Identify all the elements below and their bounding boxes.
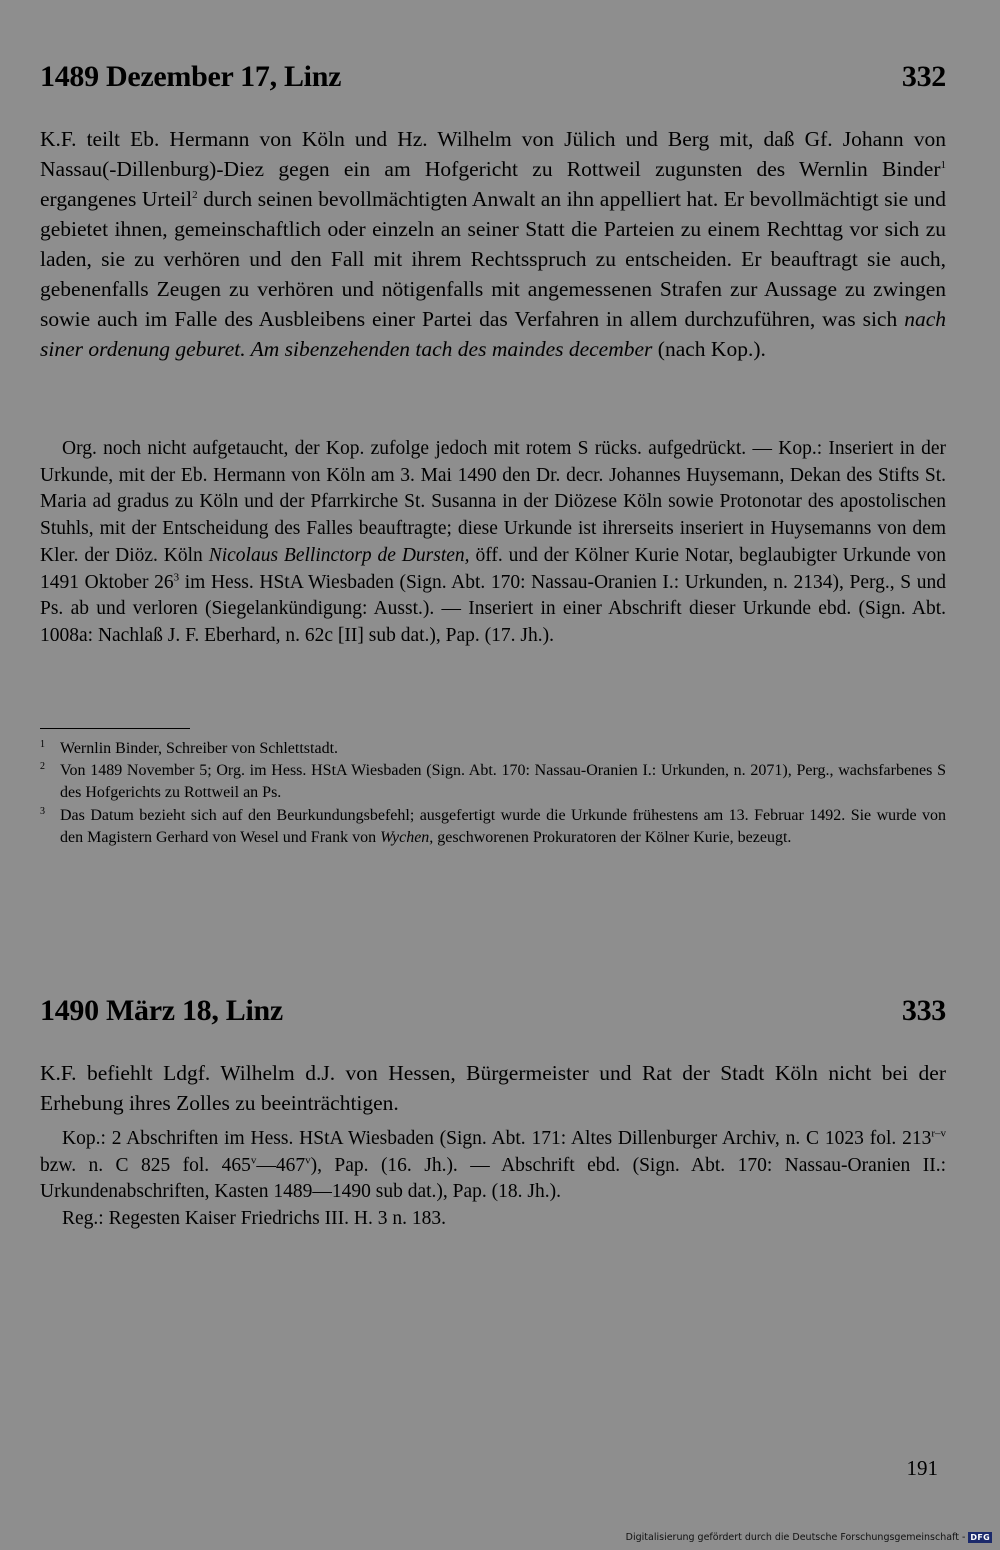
entry-333-copies: Kop.: 2 Abschriften im Hess. HStA Wiesbaden (Sign. Abt. 171: Altes Dillenburger Archiv, n. C 1023 fol. 213$^{r-v}$ bzw. n. C 825 fol. 465$^v$—467$^v$), Pap. (16. Jh.). — Abschrift ebd. (Sign. Abt. 170: Nassau-Oranien II.: Urkundenabschriften, Kasten 1489—1490 sub dat.), Pap. (18. Jh.).: [40, 1127, 946, 1203]
footnote-3: 3 Das Datum bezieht sich auf den Beurkundungsbefehl; ausgefertigt wurde die Urkunde frühestens am 13. Februar 1492. Sie wurde von den Magistern Gerhard von Wesel und Frank von Wychen, geschworenen Prokuratoren der Kölner Kurie, bezeugt.: [40, 805, 946, 846]
funding-text: Digitalisierung gefördert durch die Deutsche Forschungsgemeinschaft -: [625, 1532, 966, 1543]
funding-footer: [626, 1532, 992, 1543]
entry-333-number: 333: [901, 994, 946, 1027]
footnote-1: 1 Wernlin Binder, Schreiber von Schlettstadt.: [40, 739, 339, 757]
entry-332-regest: K.F. teilt Eb. Hermann von Köln und Hz. Wilhelm von Jülich und Berg mit, daß Gf. Johann von Nassau(-Dillenburg)-Diez gegen ein am Hofgericht zu Rottweil zugunsten des Wernlin Binder$^1$ ergangenes Urteil$^2$ durch seinen bevollmächtigten Anwalt an ihn appelliert hat. Er bevollmächtigt sie und gebietet ihnen, gemeinschaftlich oder einzeln an seiner Statt die Parteien zu einem Rechttag vor sich zu laden, sie zu verhören und den Fall mit ihrem Rechtsspruch zu entscheiden. Er beauftragt sie auch, gebenenfalls Zeugen zu verhören und nötigenfalls mit angemessenen Strafen zur Aussage zu zwingen sowie auch im Falle des Ausbleibens einer Partei das Verfahren in allem durchzuführen, was sich nach siner ordenung geburet. Am sibenzehenden tach des maindes december (nach Kop.).: [40, 127, 946, 361]
entry-332-date-place: 1489 Dezember 17, Linz: [40, 60, 342, 93]
dfg-logo: DFG: [970, 1533, 990, 1542]
entry-333-regest: K.F. befiehlt Ldgf. Wilhelm d.J. von Hessen, Bürgermeister und Rat der Stadt Köln nicht bei der Erhebung ihres Zolles zu beeinträchtigen.: [40, 1061, 946, 1115]
entry-333-tradition-note: [40, 1126, 946, 1233]
entry-333-date-place: 1490 März 18, Linz: [40, 994, 283, 1027]
footnotes: [40, 738, 946, 849]
footnote-ref-1: 1: [940, 158, 946, 171]
quoted-text: nach siner ordenung geburet. Am sibenzehenden tach des maindes december: [40, 307, 946, 361]
footnote-ref-2: 2: [192, 188, 198, 201]
entry-332-heading: [40, 60, 946, 94]
entry-333-heading: [40, 994, 946, 1028]
notary-name: Nicolaus Bellinctorp de Dursten,: [208, 544, 470, 566]
entry-332-number: 332: [901, 60, 946, 93]
footnote-separator: [40, 728, 190, 729]
footnote-ref-3: 3: [173, 571, 180, 584]
entry-332-tradition-note: Org. noch nicht aufgetaucht, der Kop. zufolge jedoch mit rotem S rücks. aufgedrückt. — Kop.: Inseriert in der Urkunde, mit der Eb. Hermann von Köln am 3. Mai 1490 den Dr. decr. Johannes Huysemann, Dekan des Stifts St. Maria ad gradus zu Köln und der Pfarrkirche St. Susanna in der Diözese Köln sowie Protonotar des apostolischen Stuhls, mit der Entscheidung des Falles beauftragte; diese Urkunde ist ihrerseits inseriert in Huysemanns von dem Kler. der Diöz. Köln Nicolaus Bellinctorp de Dursten, öff. und der Kölner Kurie Notar, beglaubigter Urkunde von 1491 Oktober $26^3$ im Hess. HStA Wiesbaden (Sign. Abt. 170: Nassau-Oranien I.: Urkunden, n. 2134), Perg., S und Ps. ab und verloren (Siegelankündigung: Ausst.). — Inseriert in einer Abschrift dieser Urkunde ebd. (Sign. Abt. 1008a: Nachlaß J. F. Eberhard, n. 62c [II] sub dat.), Pap. (17. Jh.).: [40, 438, 946, 646]
entry-333-regesta: Reg.: Regesten Kaiser Friedrichs III. H. 3 n. 183.: [62, 1208, 446, 1230]
page-number: 191: [906, 1456, 938, 1480]
footnote-2: 2 Von 1489 November 5; Org. im Hess. HStA Wiesbaden (Sign. Abt. 170: Nassau-Oranien I.: Urkunden, n. 2071), Perg., wachsfarbenes S des Hofgerichts zu Rottweil an Ps.: [40, 761, 946, 802]
